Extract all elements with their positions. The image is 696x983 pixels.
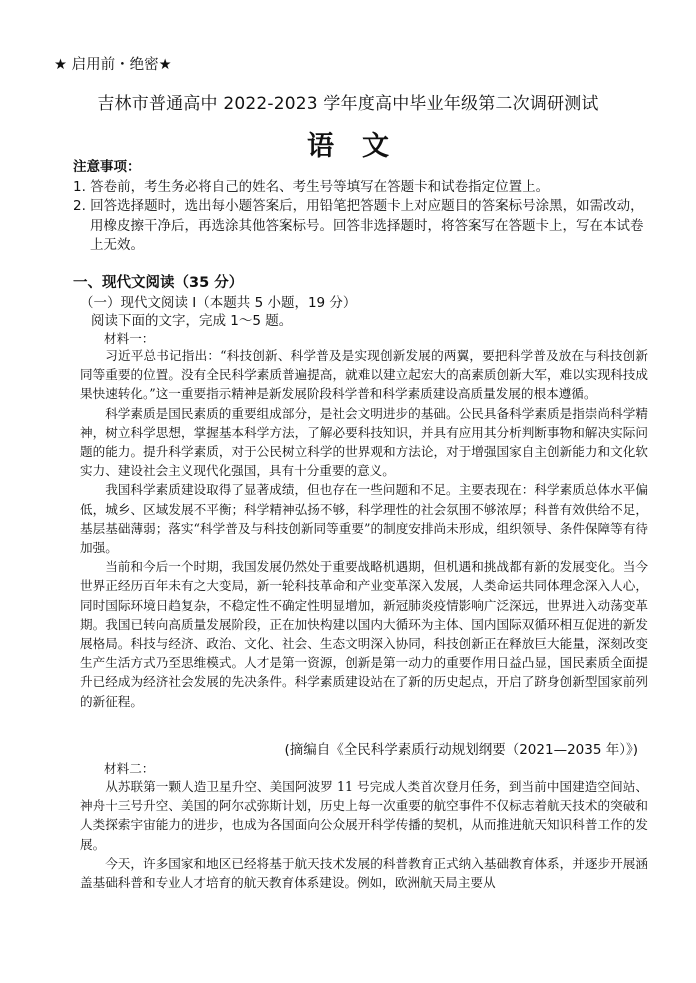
paragraph: 当前和今后一个时期，我国发展仍然处于重要战略机遇期，但机遇和挑战都有新的发展变化。当今世界正经历百年未有之大变局，新一轮科技革命和产业变革深入发展，人类命运共同体理念深入人心，同时国际环境日趋复杂，不稳定性不确定性明显增加，新冠肺炎疫情影响广泛深远，世界进入动荡变革期。我国已转向高质量发展阶段，正在加快构建以国内大循环为主体、国内国际双循环相互促进的新发展格局。科技与经济、政治、文化、社会、生态文明深入协同，科技创新正在释放巨大能量，深刻改变生产生活方式乃至思维模式。人才是第一资源，创新是第一动力的重要作用日益凸显，国民素质全面提升已经成为经济社会发展的先决条件。科学素质建设站在了新的历史起点，开启了跻身创新型国家前列的新征程。: [80, 559, 648, 709]
paragraph: 从苏联第一颗人造卫星升空、美国阿波罗 11 号完成人类首次登月任务，到当前中国建造空间站、神舟十三号升空、美国的阿尔忒弥斯计划，历史上每一次重要的航空事件不仅标志着航天技术的突破和人类探索宇宙能力的进步，也成为各国面向公众展开科学传播的契机，从而推进航天知识科普工作的发展。: [80, 779, 648, 852]
notice-item: 1. 答卷前，考生务必将自己的姓名、考生号等填写在答题卡和试卷指定位置上。: [73, 178, 550, 195]
paragraph: 科学素质是国民素质的重要组成部分，是社会文明进步的基础。公民具备科学素质是指崇尚科学精神，树立科学思想，掌握基本科学方法，了解必要科技知识，并具有应用其分析判断事物和解决实际问题的能力。提升科学素质，对于公民树立科学的世界观和方法论，对于增强国家自主创新能力和文化软实力、建设社会主义现代化强国，具有十分重要的意义。: [80, 405, 648, 479]
notice-item: 2. 回答选择题时，选出每小题答案后，用铅笔把答题卡上对应题目的答案标号涂黑，如需改动，用橡皮擦干净后，再选涂其他答案标号。回答非选择题时，将答案写在答题卡上，写在本试卷上无效。: [73, 198, 644, 253]
material2-body: [80, 777, 648, 892]
paragraph: 我国科学素质建设取得了显著成绩，但也存在一些问题和不足。主要表现在：科学素质总体水平偏低，城乡、区域发展不平衡；科学精神弘扬不够，科学理性的社会氛围不够浓厚；科普有效供给不足，基层基础薄弱；落实“科学普及与科技创新同等重要”的制度安排尚未形成，组织领导、条件保障等有待加强。: [80, 482, 648, 556]
material1-label: 材料一：: [104, 331, 155, 346]
exam-title: 吉林市普通高中 2022-2023 学年度高中毕业年级第二次调研测试: [97, 94, 599, 114]
paragraph: 习近平总书记指出：“科技创新、科学普及是实现创新发展的两翼，要把科学普及放在与科技创新同等重要的位置。没有全民科学素质普遍提高，就难以建立起宏大的高素质创新大军，难以实现科技成果快速转化。”这一重要指示精神是新发展阶段科学普和科学素质建设高质量发展的根本遵循。: [80, 348, 648, 402]
notice-block: [73, 158, 646, 256]
instruction: 阅读下面的文字，完成 1～5 题。: [91, 313, 293, 329]
paragraph: 今天，许多国家和地区已经将基于航天技术发展的科普教育正式纳入基础教育体系，并逐步开展涵盖基础科普和专业人才培育的航天教育体系建设。例如，欧洲航天局主要从: [80, 855, 648, 891]
notice-heading: 注意事项：: [73, 159, 141, 175]
material2-label: 材料二：: [104, 761, 155, 776]
subject-title: 语文: [307, 131, 417, 162]
sub-section-heading: （一）现代文阅读 I（本题共 5 小题，19 分）: [80, 295, 357, 311]
material1-body: [80, 346, 648, 711]
confidential-mark: ★ 启用前・绝密★: [54, 57, 172, 73]
section-heading: 一、现代文阅读（35 分）: [73, 275, 244, 291]
material1-source: (摘编自《全民科学素质行动规划纲要（2021—2035 年）》): [284, 742, 638, 758]
